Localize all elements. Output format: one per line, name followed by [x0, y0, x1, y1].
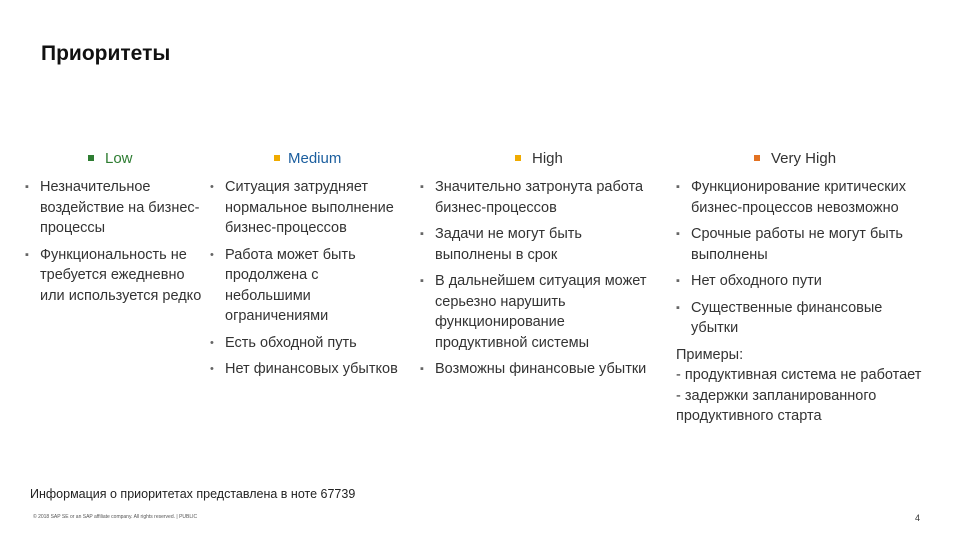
bullet-icon: ▪	[420, 363, 424, 375]
bullet-icon: ▪	[676, 228, 680, 240]
list-item: ▪ Функциональность не требуется ежедневно или используется редко	[25, 246, 202, 304]
priority-list	[676, 177, 926, 339]
list-item: ▪ Срочные работы не могут быть выполнены	[676, 226, 903, 263]
bullet-icon: ▪	[25, 181, 29, 193]
bullet-icon: •	[210, 336, 214, 349]
square-bullet-icon	[515, 155, 521, 161]
examples-text: Примеры: - продуктивная система не работает - задержки запланированного продуктивного старта	[676, 346, 922, 424]
square-bullet-icon	[754, 155, 760, 161]
priority-list	[25, 177, 205, 306]
priority-header-medium	[210, 150, 405, 167]
page-number: 4	[914, 513, 920, 523]
bullet-icon: ▪	[420, 228, 424, 240]
square-bullet-icon	[88, 155, 94, 161]
priority-header-very-high	[676, 150, 926, 167]
priority-header-label: High	[532, 150, 563, 167]
priority-header-label: Low	[105, 150, 133, 167]
bullet-icon: •	[210, 363, 214, 375]
copyright-footer: © 2018 SAP SE or an SAP affiliate company. All rights reserved. | PUBLIC	[33, 514, 198, 520]
bullet-icon: •	[210, 181, 214, 193]
list-item: ▪ Возможны финансовые убытки	[420, 359, 655, 380]
priority-note: Информация о приоритетах представлена в ноте 67739	[30, 487, 356, 501]
list-item: ▪ Задачи не могут быть выполнены в срок	[420, 226, 582, 263]
bullet-icon: ▪	[420, 181, 424, 193]
priority-column-low	[25, 150, 205, 312]
square-bullet-icon	[274, 155, 280, 161]
bullet-icon: •	[210, 248, 214, 261]
priority-header-label: Medium	[288, 150, 342, 167]
priority-header-low	[25, 150, 205, 167]
priority-column-high	[420, 150, 655, 386]
list-item: • Нет финансовых убытков	[210, 359, 405, 380]
bullet-icon: ▪	[420, 275, 424, 287]
bullet-icon: ▪	[676, 181, 680, 193]
list-item: ▪ Существенные финансовые убытки	[676, 299, 883, 336]
bullet-icon: ▪	[676, 275, 680, 287]
priority-list	[420, 177, 655, 380]
list-item: • Ситуация затрудняет нормальное выполнение бизнес-процессов	[210, 179, 394, 236]
priority-header-label: Very High	[771, 150, 837, 167]
bullet-icon: ▪	[25, 248, 29, 261]
list-item: ▪ В дальнейшем ситуация может серьезно нарушить функционирование продуктивной системы	[420, 273, 647, 351]
priority-column-medium	[210, 150, 405, 386]
bullet-icon: ▪	[676, 301, 680, 314]
list-item: ▪ Нет обходного пути	[676, 271, 926, 292]
list-item: ▪ Значительно затронута работа бизнес-процессов	[420, 179, 644, 216]
list-item: ▪ Функционирование критических бизнес-процессов невозможно	[676, 179, 906, 216]
list-item: • Работа может быть продолжена с небольшими ограничениями	[210, 246, 356, 324]
page-title: Приоритеты	[41, 42, 171, 65]
priority-column-very-high	[676, 150, 926, 427]
list-item: ▪ Незначительное воздействие на бизнес-процессы	[25, 179, 200, 236]
list-item: • Есть обходной путь	[210, 333, 405, 354]
priority-header-high	[420, 150, 655, 167]
priority-list	[210, 177, 405, 380]
